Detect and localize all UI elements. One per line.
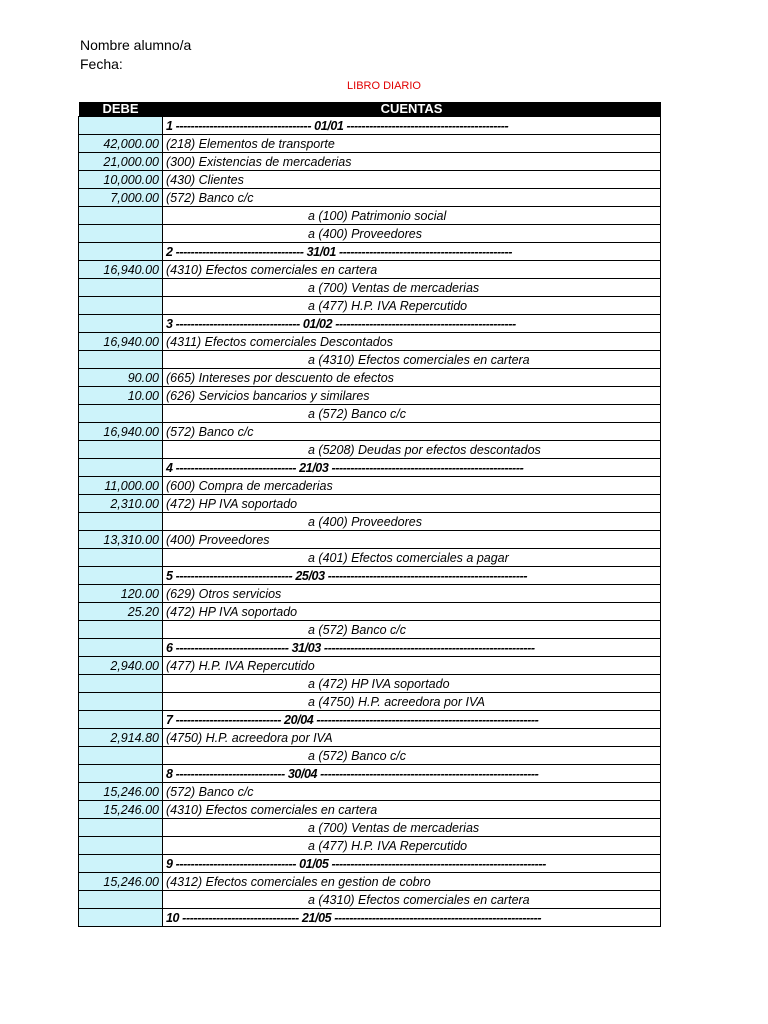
debe-cell[interactable]: 25.20: [79, 603, 163, 621]
journal-row: [79, 135, 661, 153]
journal-row: [79, 837, 661, 855]
debe-cell[interactable]: [79, 855, 163, 873]
journal-row: [79, 729, 661, 747]
journal-row: [79, 873, 661, 891]
journal-row: [79, 513, 661, 531]
debe-cell[interactable]: 120.00: [79, 585, 163, 603]
journal-row: [79, 819, 661, 837]
entry-separator[interactable]: 5 ------------------------------- 25/03 -----------------------------------------------------: [163, 567, 661, 585]
journal-row: [79, 801, 661, 819]
credit-account-cell[interactable]: a (4310) Efectos comerciales en cartera: [163, 351, 661, 369]
journal-row: [79, 441, 661, 459]
journal-row: [79, 621, 661, 639]
journal-body: [79, 117, 661, 927]
student-name-label: Nombre alumno/a: [80, 37, 192, 53]
journal-row: [79, 369, 661, 387]
debe-cell[interactable]: [79, 315, 163, 333]
debe-cell[interactable]: [79, 207, 163, 225]
debe-cell[interactable]: 10,000.00: [79, 171, 163, 189]
debe-cell[interactable]: 7,000.00: [79, 189, 163, 207]
journal-table: [78, 102, 661, 927]
debit-account-cell[interactable]: (300) Existencias de mercaderias: [163, 153, 661, 171]
entry-separator-row: [79, 315, 661, 333]
credit-account-cell[interactable]: a (472) HP IVA soportado: [163, 675, 661, 693]
debe-cell[interactable]: [79, 639, 163, 657]
entry-separator-row: [79, 567, 661, 585]
page-title: LIBRO DIARIO: [347, 80, 421, 92]
debe-cell[interactable]: [79, 243, 163, 261]
journal-row: [79, 351, 661, 369]
journal-row: [79, 387, 661, 405]
journal-row: [79, 261, 661, 279]
debe-cell[interactable]: [79, 837, 163, 855]
journal-row: [79, 603, 661, 621]
journal-row: [79, 783, 661, 801]
journal-row: [79, 675, 661, 693]
debe-cell[interactable]: [79, 297, 163, 315]
debe-cell[interactable]: 42,000.00: [79, 135, 163, 153]
debe-cell[interactable]: 16,940.00: [79, 261, 163, 279]
debit-account-cell[interactable]: (600) Compra de mercaderias: [163, 477, 661, 495]
journal-header-row: [79, 102, 661, 117]
credit-account-cell[interactable]: a (401) Efectos comerciales a pagar: [163, 549, 661, 567]
debe-cell[interactable]: 15,246.00: [79, 783, 163, 801]
journal-row: [79, 171, 661, 189]
entry-separator[interactable]: 9 -------------------------------- 01/05 ---------------------------------------------------------: [163, 855, 661, 873]
journal-row: [79, 153, 661, 171]
credit-account-cell[interactable]: a (477) H.P. IVA Repercutido: [163, 297, 661, 315]
debit-account-cell[interactable]: (572) Banco c/c: [163, 423, 661, 441]
journal-row: [79, 477, 661, 495]
entry-separator[interactable]: 3 --------------------------------- 01/02 ------------------------------------------------: [163, 315, 661, 333]
credit-account-cell[interactable]: a (100) Patrimonio social: [163, 207, 661, 225]
debe-column-header: DEBE: [79, 102, 163, 117]
credit-account-cell[interactable]: a (572) Banco c/c: [163, 747, 661, 765]
entry-separator[interactable]: 2 ---------------------------------- 31/01 ----------------------------------------------: [163, 243, 661, 261]
debe-cell[interactable]: [79, 891, 163, 909]
credit-account-cell[interactable]: a (400) Proveedores: [163, 225, 661, 243]
credit-account-cell[interactable]: a (700) Ventas de mercaderias: [163, 819, 661, 837]
debit-account-cell[interactable]: (472) HP IVA soportado: [163, 495, 661, 513]
credit-account-cell[interactable]: a (5208) Deudas por efectos descontados: [163, 441, 661, 459]
entry-separator-row: [79, 117, 661, 135]
debe-cell[interactable]: [79, 621, 163, 639]
entry-separator-row: [79, 765, 661, 783]
debe-cell[interactable]: [79, 909, 163, 927]
entry-separator-row: [79, 711, 661, 729]
entry-separator[interactable]: 6 ------------------------------ 31/03 --------------------------------------------------------: [163, 639, 661, 657]
credit-account-cell[interactable]: a (4310) Efectos comerciales en cartera: [163, 891, 661, 909]
journal-row: [79, 585, 661, 603]
debe-cell[interactable]: [79, 513, 163, 531]
debe-cell[interactable]: [79, 459, 163, 477]
journal-row: [79, 657, 661, 675]
debe-cell[interactable]: [79, 711, 163, 729]
debe-cell[interactable]: [79, 747, 163, 765]
journal-row: [79, 747, 661, 765]
debit-account-cell[interactable]: (4750) H.P. acreedora por IVA: [163, 729, 661, 747]
debe-cell[interactable]: 10.00: [79, 387, 163, 405]
debit-account-cell[interactable]: (400) Proveedores: [163, 531, 661, 549]
journal-row: [79, 495, 661, 513]
credit-account-cell[interactable]: a (572) Banco c/c: [163, 405, 661, 423]
debe-cell[interactable]: [79, 549, 163, 567]
debe-cell[interactable]: 16,940.00: [79, 333, 163, 351]
journal-row: [79, 891, 661, 909]
entry-separator-row: [79, 459, 661, 477]
debe-cell[interactable]: [79, 693, 163, 711]
debe-cell[interactable]: [79, 225, 163, 243]
journal-row: [79, 189, 661, 207]
debe-cell[interactable]: [79, 117, 163, 135]
debit-account-cell[interactable]: (4312) Efectos comerciales en gestion de cobro: [163, 873, 661, 891]
debe-cell[interactable]: 21,000.00: [79, 153, 163, 171]
date-label: Fecha:: [80, 56, 123, 72]
journal-row: [79, 549, 661, 567]
journal-row: [79, 333, 661, 351]
debe-cell[interactable]: 13,310.00: [79, 531, 163, 549]
debit-account-cell[interactable]: (665) Intereses por descuento de efectos: [163, 369, 661, 387]
debe-cell[interactable]: 11,000.00: [79, 477, 163, 495]
credit-account-cell[interactable]: a (700) Ventas de mercaderias: [163, 279, 661, 297]
debe-cell[interactable]: 2,914.80: [79, 729, 163, 747]
debe-cell[interactable]: [79, 567, 163, 585]
entry-separator-row: [79, 855, 661, 873]
credit-account-cell[interactable]: a (400) Proveedores: [163, 513, 661, 531]
debe-cell[interactable]: [79, 441, 163, 459]
journal-row: [79, 207, 661, 225]
entry-separator-row: [79, 243, 661, 261]
debe-cell[interactable]: 2,310.00: [79, 495, 163, 513]
credit-account-cell[interactable]: a (572) Banco c/c: [163, 621, 661, 639]
journal-row: [79, 531, 661, 549]
entry-separator[interactable]: 8 ----------------------------- 30/04 ----------------------------------------------------------: [163, 765, 661, 783]
debit-account-cell[interactable]: (4311) Efectos comerciales Descontados: [163, 333, 661, 351]
journal-header: [79, 102, 661, 117]
debit-account-cell[interactable]: (572) Banco c/c: [163, 189, 661, 207]
debit-account-cell[interactable]: (572) Banco c/c: [163, 783, 661, 801]
debit-account-cell[interactable]: (4310) Efectos comerciales en cartera: [163, 801, 661, 819]
debit-account-cell[interactable]: (218) Elementos de transporte: [163, 135, 661, 153]
debe-cell[interactable]: 2,940.00: [79, 657, 163, 675]
debe-cell[interactable]: [79, 405, 163, 423]
entry-separator[interactable]: 10 ------------------------------- 21/05 -------------------------------------------------------: [163, 909, 661, 927]
debe-cell[interactable]: [79, 765, 163, 783]
entry-separator[interactable]: 7 ---------------------------- 20/04 -----------------------------------------------------------: [163, 711, 661, 729]
debe-cell[interactable]: [79, 675, 163, 693]
debit-account-cell[interactable]: (477) H.P. IVA Repercutido: [163, 657, 661, 675]
entry-separator[interactable]: 4 -------------------------------- 21/03 ---------------------------------------------------: [163, 459, 661, 477]
debe-cell[interactable]: [79, 819, 163, 837]
debit-account-cell[interactable]: (629) Otros servicios: [163, 585, 661, 603]
journal-row: [79, 405, 661, 423]
debe-cell[interactable]: 90.00: [79, 369, 163, 387]
debe-cell[interactable]: [79, 351, 163, 369]
debe-cell[interactable]: 16,940.00: [79, 423, 163, 441]
journal-row: [79, 423, 661, 441]
entry-separator-row: [79, 909, 661, 927]
journal-row: [79, 225, 661, 243]
debe-cell[interactable]: 15,246.00: [79, 873, 163, 891]
debit-account-cell[interactable]: (626) Servicios bancarios y similares: [163, 387, 661, 405]
entry-separator-row: [79, 639, 661, 657]
debe-cell[interactable]: [79, 279, 163, 297]
journal-row: [79, 297, 661, 315]
credit-account-cell[interactable]: a (4750) H.P. acreedora por IVA: [163, 693, 661, 711]
credit-account-cell[interactable]: a (477) H.P. IVA Repercutido: [163, 837, 661, 855]
debe-cell[interactable]: 15,246.00: [79, 801, 163, 819]
cuentas-column-header: CUENTAS: [163, 102, 661, 117]
journal-row: [79, 279, 661, 297]
entry-separator[interactable]: 1 ------------------------------------ 01/01 -------------------------------------------: [163, 117, 661, 135]
debit-account-cell[interactable]: (472) HP IVA soportado: [163, 603, 661, 621]
debit-account-cell[interactable]: (4310) Efectos comerciales en cartera: [163, 261, 661, 279]
debit-account-cell[interactable]: (430) Clientes: [163, 171, 661, 189]
journal-row: [79, 693, 661, 711]
